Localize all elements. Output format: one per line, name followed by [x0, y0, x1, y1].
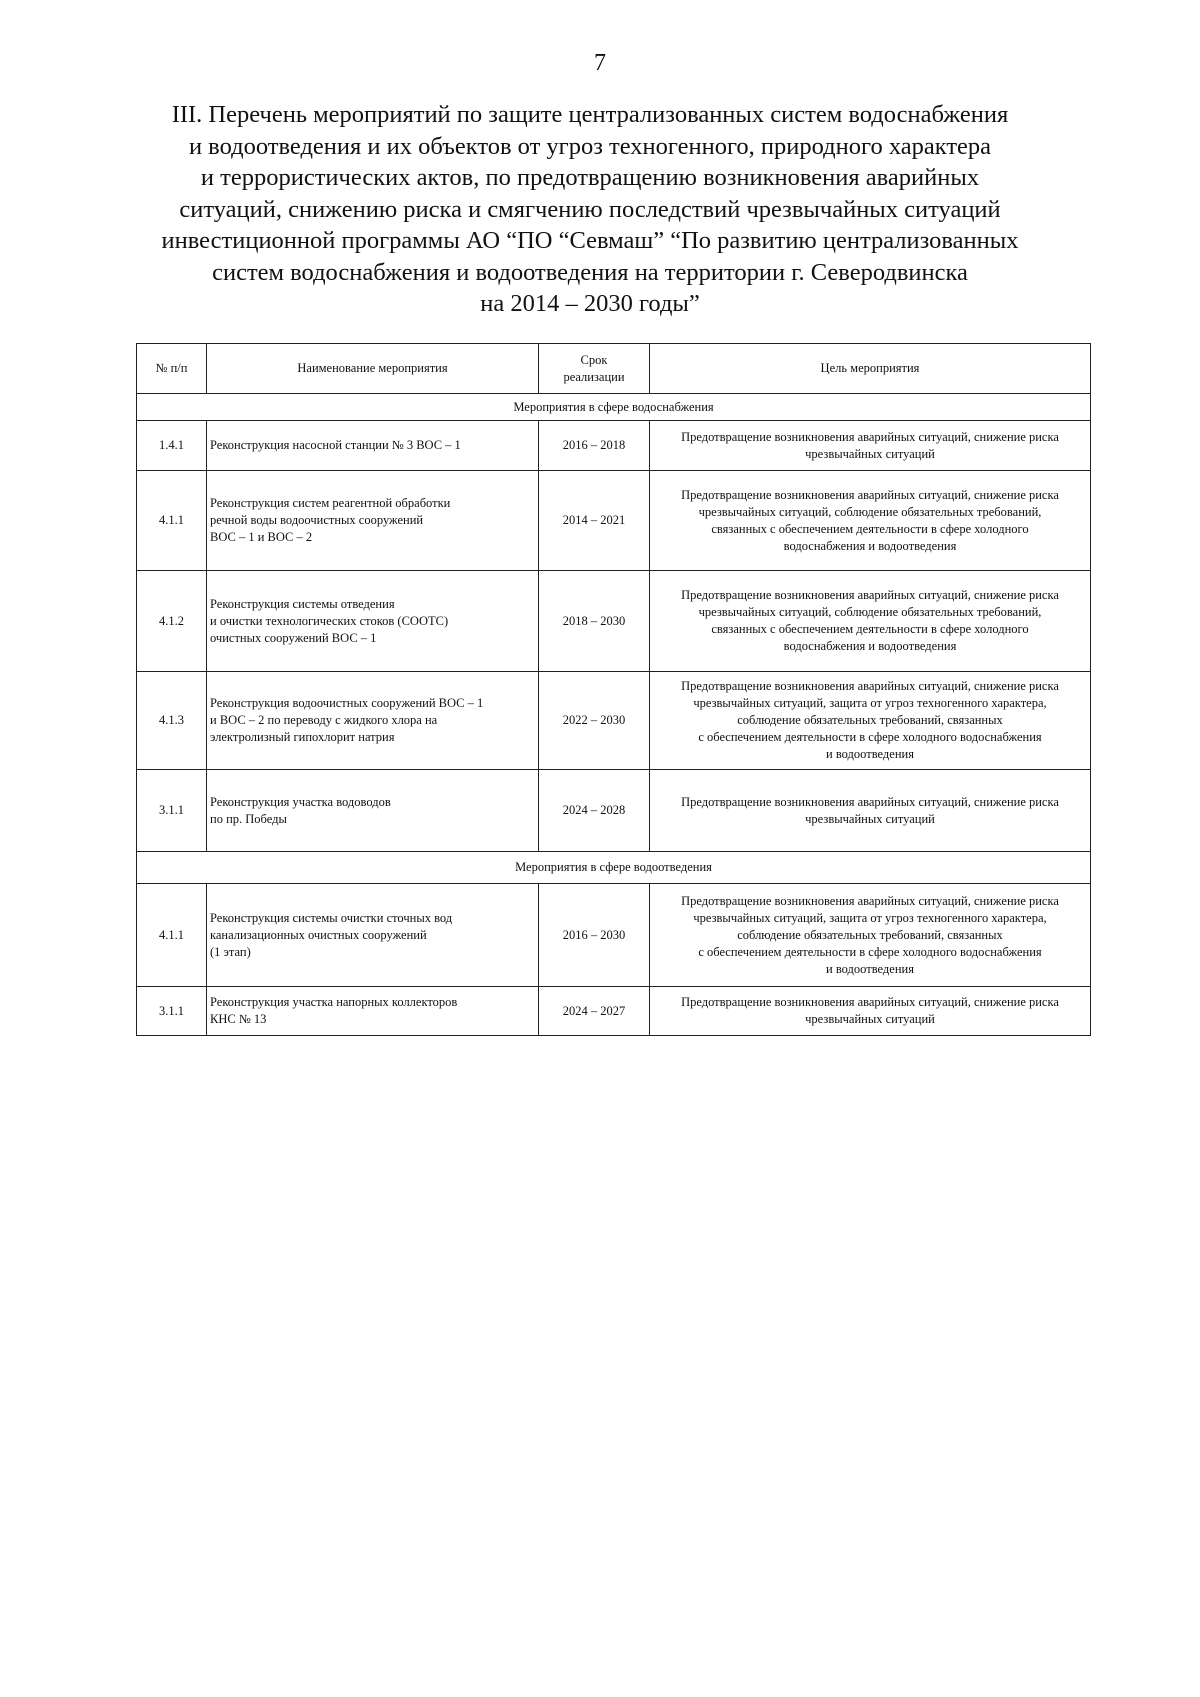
row-term: 2024 – 2028	[539, 770, 650, 852]
row-name: Реконструкция участка водоводов по пр. Победы	[207, 770, 539, 852]
header-goal: Цель мероприятия	[650, 344, 1091, 394]
title-line: ситуаций, снижению риска и смягчению последствий чрезвычайных ситуаций	[179, 195, 1001, 223]
row-goal: Предотвращение возникновения аварийных ситуаций, снижение риска чрезвычайных ситуаций, защита от угроз техногенного характера, соблюдение обязательных требований, связанных с обеспечением деятельности в сфере холодного водоснабжения и водоотведения	[650, 884, 1091, 987]
row-num: 3.1.1	[137, 770, 207, 852]
title-line: и водоотведения и их объектов от угроз техногенного, природного характера	[188, 132, 992, 160]
row-term: 2016 – 2018	[539, 421, 650, 471]
row-num: 4.1.2	[137, 571, 207, 672]
row-name: Реконструкция систем реагентной обработки речной воды водоочистных сооружений ВОС – 1 и ВОС – 2	[207, 471, 539, 571]
header-num: № п/п	[137, 344, 207, 394]
row-name: Реконструкция насосной станции № 3 ВОС – 1	[207, 421, 539, 471]
section-title-wastewater: Мероприятия в сфере водоотведения	[137, 852, 1091, 884]
row-goal: Предотвращение возникновения аварийных ситуаций, снижение риска чрезвычайных ситуаций	[650, 770, 1091, 852]
row-num: 4.1.1	[137, 471, 207, 571]
row-goal: Предотвращение возникновения аварийных ситуаций, снижение риска чрезвычайных ситуаций, защита от угроз техногенного характера, соблюдение обязательных требований, связанных с обеспечением деятельности в сфере холодного водоснабжения и водоотведения	[650, 672, 1091, 770]
section-header-row	[137, 394, 1091, 421]
row-term: 2016 – 2030	[539, 884, 650, 987]
table-row	[137, 672, 1091, 770]
table-header-row	[137, 344, 1091, 394]
row-num: 3.1.1	[137, 987, 207, 1036]
row-num: 4.1.3	[137, 672, 207, 770]
row-term: 2024 – 2027	[539, 987, 650, 1036]
title-line: на 2014 – 2030 годы”	[480, 290, 700, 317]
title-line: III. Перечень мероприятий по защите централизованных систем водоснабжения	[171, 101, 1009, 128]
page-number: 7	[594, 50, 606, 76]
title-line: и террористических актов, по предотвращению возникновения аварийных	[200, 164, 980, 191]
row-goal: Предотвращение возникновения аварийных ситуаций, снижение риска чрезвычайных ситуаций	[650, 421, 1091, 471]
row-name: Реконструкция водоочистных сооружений ВОС – 1 и ВОС – 2 по переводу с жидкого хлора на электролизный гипохлорит натрия	[207, 672, 539, 770]
table-row	[137, 884, 1091, 987]
row-name: Реконструкция участка напорных коллекторов КНС № 13	[207, 987, 539, 1036]
title-line: инвестиционной программы АО “ПО “Севмаш” “По развитию централизованных	[161, 227, 1019, 254]
section-title-water-supply: Мероприятия в сфере водоснабжения	[137, 394, 1091, 421]
table-row	[137, 421, 1091, 471]
row-term: 2022 – 2030	[539, 672, 650, 770]
title-line: систем водоснабжения и водоотведения на территории г. Северодвинска	[212, 258, 968, 286]
row-term: 2014 – 2021	[539, 471, 650, 571]
table-row	[137, 471, 1091, 571]
table-row	[137, 770, 1091, 852]
row-num: 1.4.1	[137, 421, 207, 471]
document-title	[120, 99, 1060, 320]
header-term: Срок реализации	[539, 344, 650, 394]
section-header-row	[137, 852, 1091, 884]
row-term: 2018 – 2030	[539, 571, 650, 672]
row-name: Реконструкция системы очистки сточных вод канализационных очистных сооружений (1 этап)	[207, 884, 539, 987]
table-row	[137, 571, 1091, 672]
header-name: Наименование мероприятия	[207, 344, 539, 394]
row-goal: Предотвращение возникновения аварийных ситуаций, снижение риска чрезвычайных ситуаций, соблюдение обязательных требований, связанных с обеспечением деятельности в сфере холодного водоснабжения и водоотведения	[650, 471, 1091, 571]
row-num: 4.1.1	[137, 884, 207, 987]
measures-table	[136, 343, 1091, 1036]
table-row	[137, 987, 1091, 1036]
row-goal: Предотвращение возникновения аварийных ситуаций, снижение риска чрезвычайных ситуаций	[650, 987, 1091, 1036]
row-goal: Предотвращение возникновения аварийных ситуаций, снижение риска чрезвычайных ситуаций, соблюдение обязательных требований, связанных с обеспечением деятельности в сфере холодного водоснабжения и водоотведения	[650, 571, 1091, 672]
row-name: Реконструкция системы отведения и очистки технологических стоков (СООТС) очистных сооружений ВОС – 1	[207, 571, 539, 672]
